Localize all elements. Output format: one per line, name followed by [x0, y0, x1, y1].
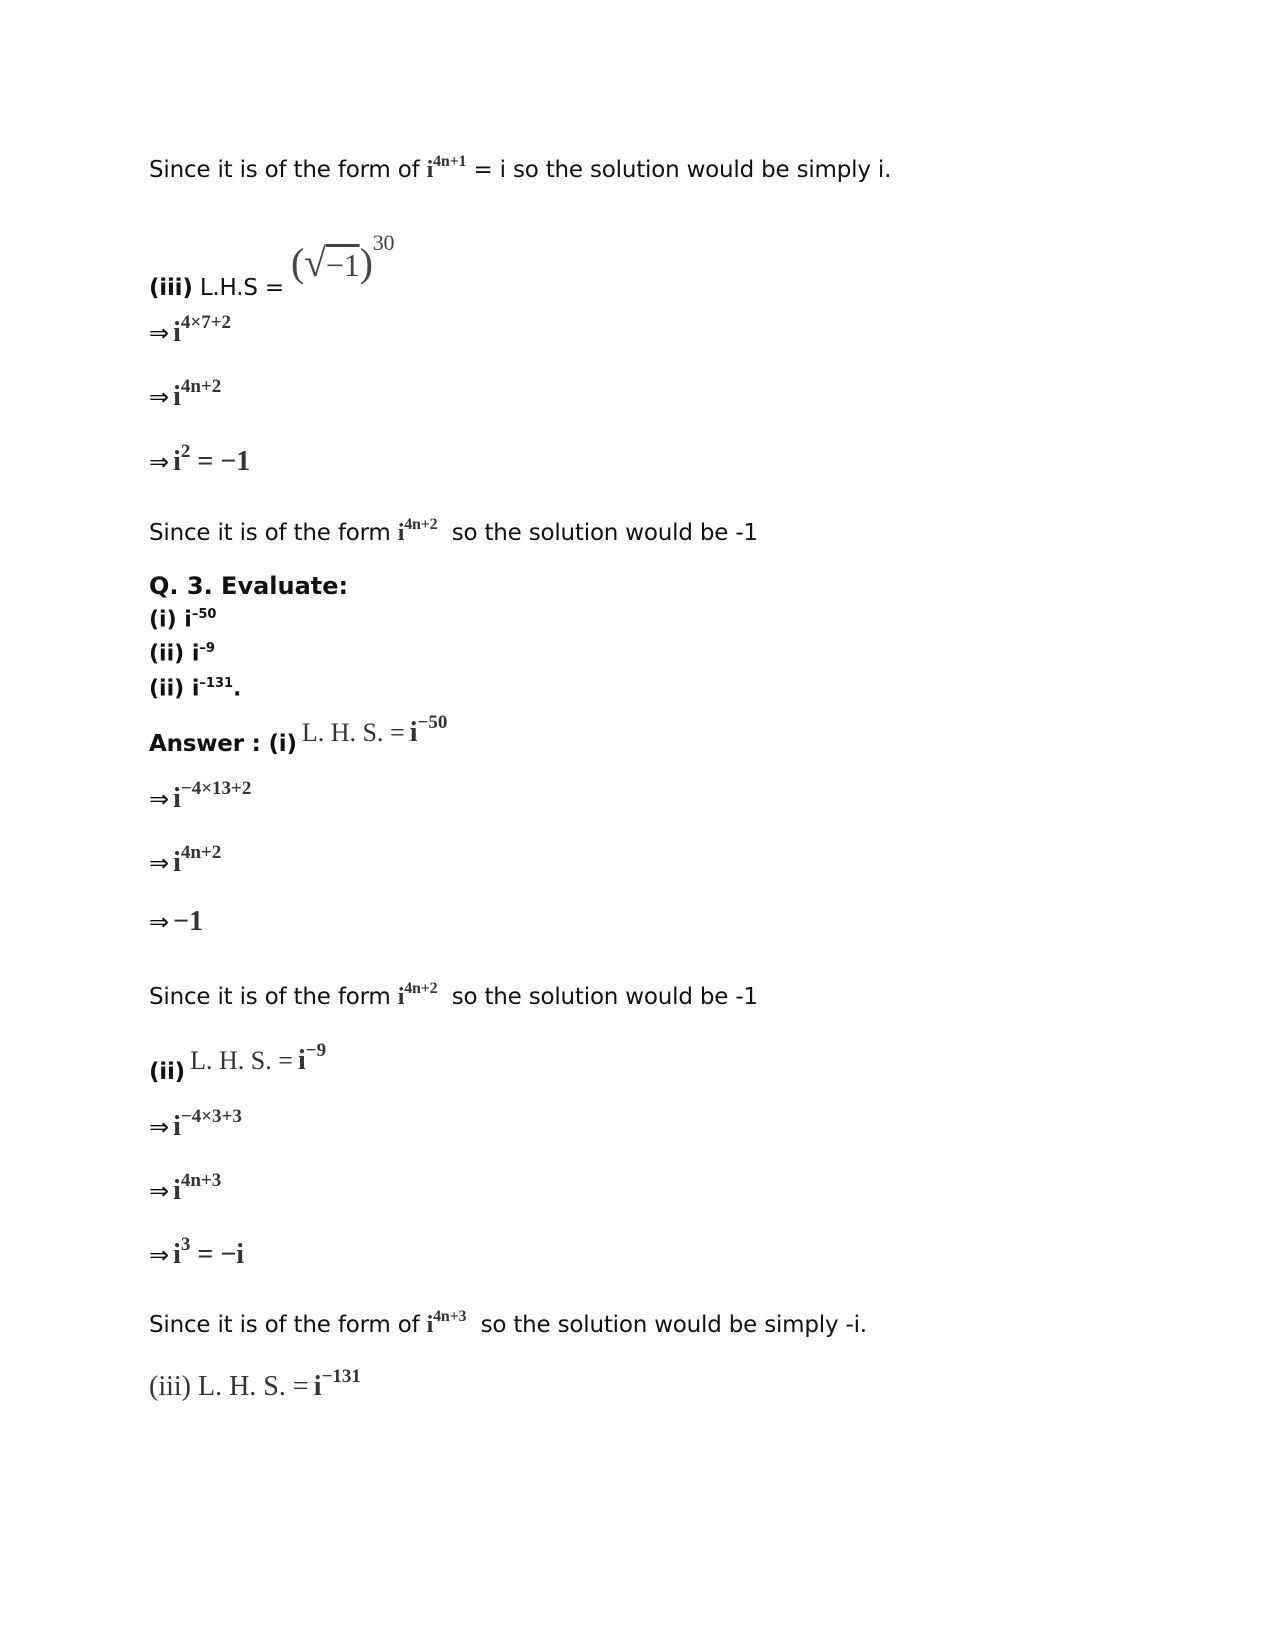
- since-suffix: so the solution would be simply -i.: [480, 1312, 867, 1338]
- lhs-text: L. H. S. =: [190, 1046, 293, 1075]
- base-i: i: [173, 1239, 181, 1270]
- base-i: i: [173, 317, 181, 348]
- implies-icon: ⇒: [149, 319, 170, 347]
- exponent: 4n+2: [404, 980, 438, 997]
- exponent-i-4n2: [397, 980, 438, 1010]
- step-ii-1: [149, 1106, 242, 1143]
- since-line-1-prefix: Since it is of the form of: [149, 157, 420, 183]
- since-line-1: [149, 153, 891, 184]
- exponent-i-4n1: [426, 153, 467, 183]
- base-i: i: [397, 984, 405, 1010]
- ii-label: (ii): [149, 1059, 185, 1085]
- base-i: i: [409, 717, 418, 748]
- base-i: i: [173, 446, 181, 477]
- item-label: (i) i: [149, 607, 192, 633]
- implies-icon: ⇒: [149, 1113, 170, 1141]
- implies-icon: ⇒: [149, 1241, 170, 1269]
- sqrt-expression: $(√-1)^{30}$: [291, 230, 395, 285]
- answer-i-line: [149, 712, 448, 757]
- implies-icon: ⇒: [149, 908, 170, 936]
- radicand: −1: [325, 247, 360, 283]
- item-label: (ii) i: [149, 641, 200, 667]
- since-prefix: Since it is of the form: [149, 984, 391, 1010]
- result: = −i: [190, 1239, 245, 1270]
- exponent: 4n+3: [180, 1170, 222, 1191]
- result: = −1: [190, 446, 251, 477]
- exponent: −4×3+3: [180, 1106, 242, 1127]
- lhs-text: L. H. S. =: [301, 718, 405, 747]
- since-line-iii: [149, 516, 758, 547]
- q3-item-3: [149, 669, 348, 703]
- base-i: i: [173, 1111, 181, 1142]
- answer-label: Answer : (i): [149, 731, 297, 757]
- exponent: −4×13+2: [180, 778, 252, 799]
- iii-final-line: [149, 1366, 361, 1403]
- exponent: 3: [180, 1234, 191, 1255]
- exponent: −9: [305, 1040, 327, 1061]
- lhs-text: (iii) L. H. S. =: [149, 1371, 309, 1402]
- item-exponent: –50: [191, 607, 217, 622]
- iii-label: (iii): [149, 275, 193, 301]
- step-ii-2: [149, 1170, 221, 1207]
- since-prefix: Since it is of the form of: [149, 1312, 420, 1338]
- power-30: 30: [372, 230, 395, 255]
- exponent: 4n+2: [404, 516, 438, 533]
- implies-icon: ⇒: [149, 1177, 170, 1205]
- ii-lhs-line: [149, 1040, 327, 1085]
- base-i: i: [426, 1312, 434, 1338]
- base-i: i: [173, 381, 181, 412]
- question-3: [149, 572, 348, 703]
- since-suffix: so the solution would be -1: [451, 520, 758, 546]
- q3-item-2: [149, 634, 348, 668]
- item-tail: .: [233, 675, 242, 701]
- exponent: −50: [417, 712, 448, 733]
- base-i: i: [426, 157, 434, 183]
- item-exponent: –9: [199, 641, 215, 657]
- exponent: 4n+3: [433, 1308, 467, 1325]
- implies-icon: ⇒: [149, 849, 170, 877]
- implies-icon: ⇒: [149, 785, 170, 813]
- exponent: 4n+2: [180, 842, 222, 863]
- step-ans-i-3: [149, 906, 203, 938]
- exponent-i-4n2: [397, 516, 438, 546]
- base-i: i: [173, 847, 181, 878]
- since-prefix: Since it is of the form: [149, 520, 391, 546]
- question-title: Q. 3. Evaluate:: [149, 572, 349, 600]
- since-line-ii: [149, 1308, 867, 1339]
- q3-item-1: [149, 600, 348, 634]
- item-label: (ii) i: [149, 675, 200, 701]
- exponent: 4×7+2: [180, 312, 232, 333]
- exponent-i-4n3: [426, 1308, 467, 1338]
- step-ii-3: [149, 1234, 244, 1271]
- base-i: i: [297, 1045, 306, 1076]
- item-exponent: –131: [199, 675, 234, 691]
- base-i: i: [313, 1371, 322, 1402]
- exponent: 4n+2: [180, 376, 222, 397]
- base-i: i: [397, 520, 405, 546]
- implies-icon: ⇒: [149, 383, 170, 411]
- iii-lhs-line: [149, 225, 395, 301]
- step-iii-2: [149, 376, 221, 413]
- implies-icon: ⇒: [149, 448, 170, 476]
- exponent: −131: [321, 1366, 361, 1387]
- lhs-text: L.H.S =: [199, 275, 284, 301]
- since-line-1-suffix: = i so the solution would be simply i.: [473, 157, 892, 183]
- step-iii-3: [149, 441, 250, 478]
- step-ans-i-2: [149, 842, 221, 879]
- step-iii-1: [149, 312, 231, 349]
- exponent: 2: [180, 441, 191, 462]
- result: −1: [173, 906, 204, 937]
- base-i: i: [173, 1175, 181, 1206]
- since-line-i: [149, 980, 758, 1011]
- sqrt-icon: √: [304, 240, 326, 285]
- exponent: 4n+1: [433, 153, 467, 170]
- base-i: i: [173, 783, 181, 814]
- step-ans-i-1: [149, 778, 251, 815]
- since-suffix: so the solution would be -1: [451, 984, 758, 1010]
